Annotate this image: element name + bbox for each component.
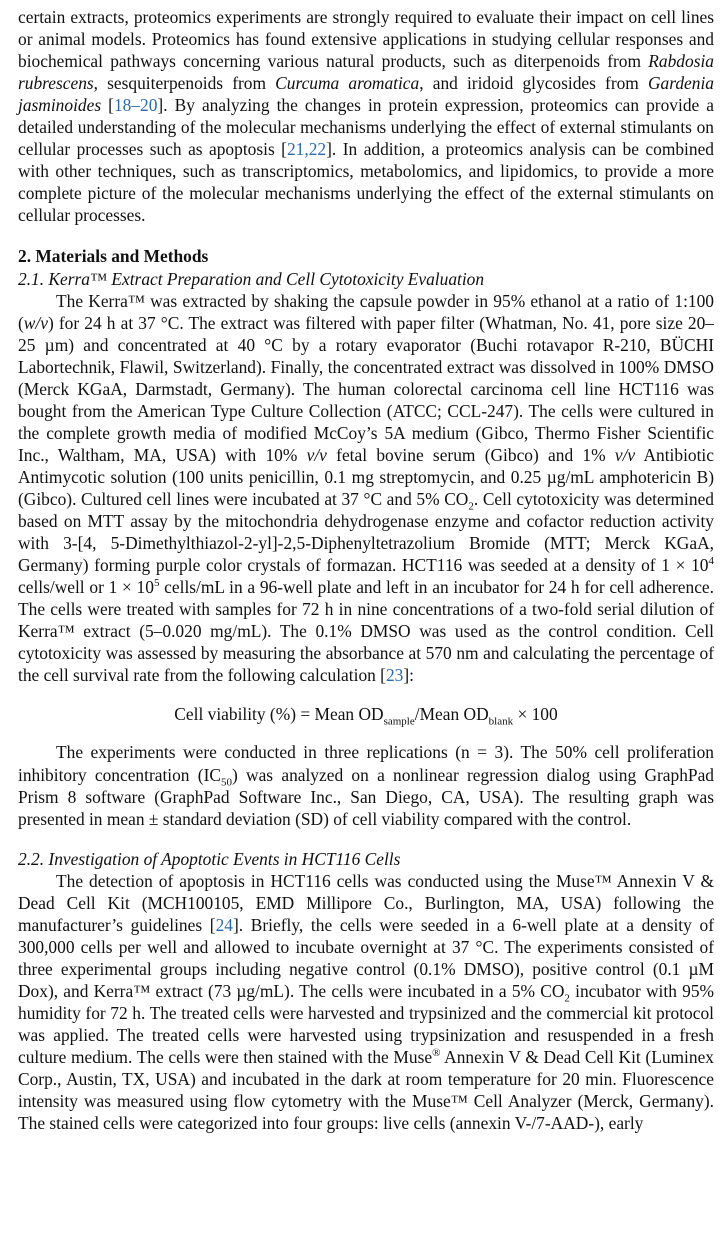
body-text: Annexin V & Dead Cell Kit (Luminex Corp., Austin, TX, USA) and incubated in the dark at room temperature for 20 min. Fluorescence intensity was measured using flow cytometry with the Muse™ Cell Analyzer (Merck, Germany). The stained cells were categorized into four groups: live cells (annexin V-/7-AAD-), early xyxy=(18,1047,714,1134)
subscript: 50 xyxy=(220,775,232,788)
subscript: blank xyxy=(488,715,514,728)
subsection-title: 2.2. Investigation of Apoptotic Events in HCT116 Cells xyxy=(18,848,401,869)
intro-text: certain extracts, proteomics experiments are strongly required to evaluate their impact on cell lines or animal models. Proteomics has found extensive applications in studying cellular responses and biochemical pathways concerning various natural products, such as diterpenoids from xyxy=(18,7,714,72)
superscript: 5 xyxy=(153,577,160,590)
species-name: Curcuma aromatica xyxy=(275,73,420,94)
equation-text: Cell viability (%) = Mean OD xyxy=(174,704,384,725)
superscript: ® xyxy=(432,1047,441,1060)
species-name: Rabdosia rubrescens xyxy=(18,51,714,94)
methods-paragraph-1 xyxy=(18,290,714,687)
superscript: 4 xyxy=(708,555,714,568)
equation-text: × 100 xyxy=(513,704,558,725)
equation-text: /Mean OD xyxy=(414,704,489,725)
italic-unit: v/v xyxy=(306,444,327,465)
intro-paragraph xyxy=(18,6,714,226)
subscript: 2 xyxy=(564,992,570,1005)
species-name: Gardenia jasminoides xyxy=(18,73,714,116)
body-text: The experiments were conducted in three replications (n = 3). The 50% cell proliferation inhibitory concentration (IC xyxy=(18,742,714,785)
body-text: ]: xyxy=(403,665,414,686)
viability-equation xyxy=(18,703,714,728)
body-text: . Cell cytotoxicity was determined based on MTT assay by the mitochondria dehydrogenase enzyme and cofactor reduction activity with 3-[4, 5-Dimethylthiazol-2-yl]-2,5-Diphenyltetrazolium Bromide (MTT; Merck KGaA, Germany) forming purple color crystals of formazan. HCT116 was seeded at a density of 1 × 10 xyxy=(18,488,714,576)
citation-link[interactable]: 18–20 xyxy=(113,95,158,116)
body-text: ]. Briefly, the cells were seeded in a 6-well plate at a density of 300,000 cells per well and allowed to incubate overnight at 37 °C. The experiments consisted of three experimental groups including negative control (0.1% DMSO), positive control (0.1 µM Dox), and Kerra™ extract (73 µg/mL). The cells were incubated in a 5% CO xyxy=(18,914,714,1001)
italic-unit: v/v xyxy=(614,444,636,465)
intro-text: , and iridoid glycosides from xyxy=(419,73,648,94)
body-text: cells/well or 1 × 10 xyxy=(18,577,154,598)
section-title: 2. Materials and Methods xyxy=(18,246,209,267)
body-text: The detection of apoptosis in HCT116 cells was conducted using the Muse™ Annexin V & Dead Cell Kit (MCH100105, EMD Millipore Co., Burlington, MA, USA) following the manufacturer’s guidelines [ xyxy=(18,870,714,935)
subscript: 2 xyxy=(468,500,474,513)
body-text: cells/mL in a 96-well plate and left in an incubator for 24 h for cell adherence. The cells were treated with samples for 72 h in nine concentrations of a two-fold serial dilution of Kerra™ extract (5–0.020 mg/mL). The 0.1% DMSO was used as the control condition. Cell cytotoxicity was assessed by measuring the absorbance at 570 nm and calculating the percentage of the cell survival rate from the following calculation [ xyxy=(18,577,714,686)
body-text: ) for 24 h at 37 °C. The extract was filtered with paper filter (Whatman, No. 41, pore size 20–25 µm) and concentrated at 40 °C by a rotary evaporator (Buchi rotavapor R-210, BÜCHI Labortechnik, Flawil, Switzerland). Finally, the concentrated extract was dissolved in 100% DMSO (Merck KGaA, Darmstadt, Germany). The human colorectal carcinoma cell line HCT116 was bought from the American Type Culture Collection (ATCC; CCL-247). The cells were cultured in the complete growth media of modified McCoy’s 5A medium (Gibco, Thermo Fisher Scientific Inc., Waltham, MA, USA) with 10% xyxy=(18,312,714,465)
citation-link[interactable]: 23 xyxy=(385,665,404,686)
citation-link[interactable]: 21,22 xyxy=(286,139,327,160)
body-text: Antibiotic Antimycotic solution (100 units penicillin, 0.1 mg streptomycin, and 0.25 µg/mL amphotericin B) (Gibco). Cultured cell lines were incubated at 37 °C and 5% CO xyxy=(18,444,714,509)
body-text: The Kerra™ was extracted by shaking the capsule powder in 95% ethanol at a ratio of 1:100 ( xyxy=(18,290,714,333)
intro-text: ]. In addition, a proteomics analysis can be combined with other techniques, such as transcriptomics, metabolomics, and lipidomics, to provide a more complete picture of the molecular mechanisms underlying the effect of the external stimulants on cellular processes. xyxy=(18,139,714,226)
paper-page xyxy=(18,6,714,1134)
subscript: sample xyxy=(383,715,415,728)
intro-text: ]. By analyzing the changes in protein expression, proteomics can provide a detailed understanding of the molecular mechanisms underlying the effect of external stimulants on cellular processes such as apoptosis [ xyxy=(18,95,715,160)
body-text: fetal bovine serum (Gibco) and 1% xyxy=(326,444,615,465)
methods-paragraph-3 xyxy=(18,870,714,1135)
citation-link[interactable]: 24 xyxy=(215,914,233,935)
intro-text: , sesquiterpenoids from xyxy=(93,73,276,94)
body-text: incubator with 95% humidity for 72 h. The treated cells were harvested and trypsinized and the commercial kit protocol was applied. The treated cells were harvested using trypsinization and resuspended in a fresh culture medium. The cells were then stained with the Muse xyxy=(18,980,714,1068)
italic-unit: w/v xyxy=(23,312,48,333)
intro-text: [ xyxy=(101,95,114,116)
body-text: ) was analyzed on a nonlinear regression dialog using GraphPad Prism 8 software (GraphPad Software Inc., San Diego, CA, USA). The resulting graph was presented in mean ± standard deviation (SD) of cell viability compared with the control. xyxy=(18,764,714,829)
subsection-title: 2.1. Kerra™ Extract Preparation and Cell Cytotoxicity Evaluation xyxy=(18,268,485,289)
methods-paragraph-2 xyxy=(18,741,714,829)
